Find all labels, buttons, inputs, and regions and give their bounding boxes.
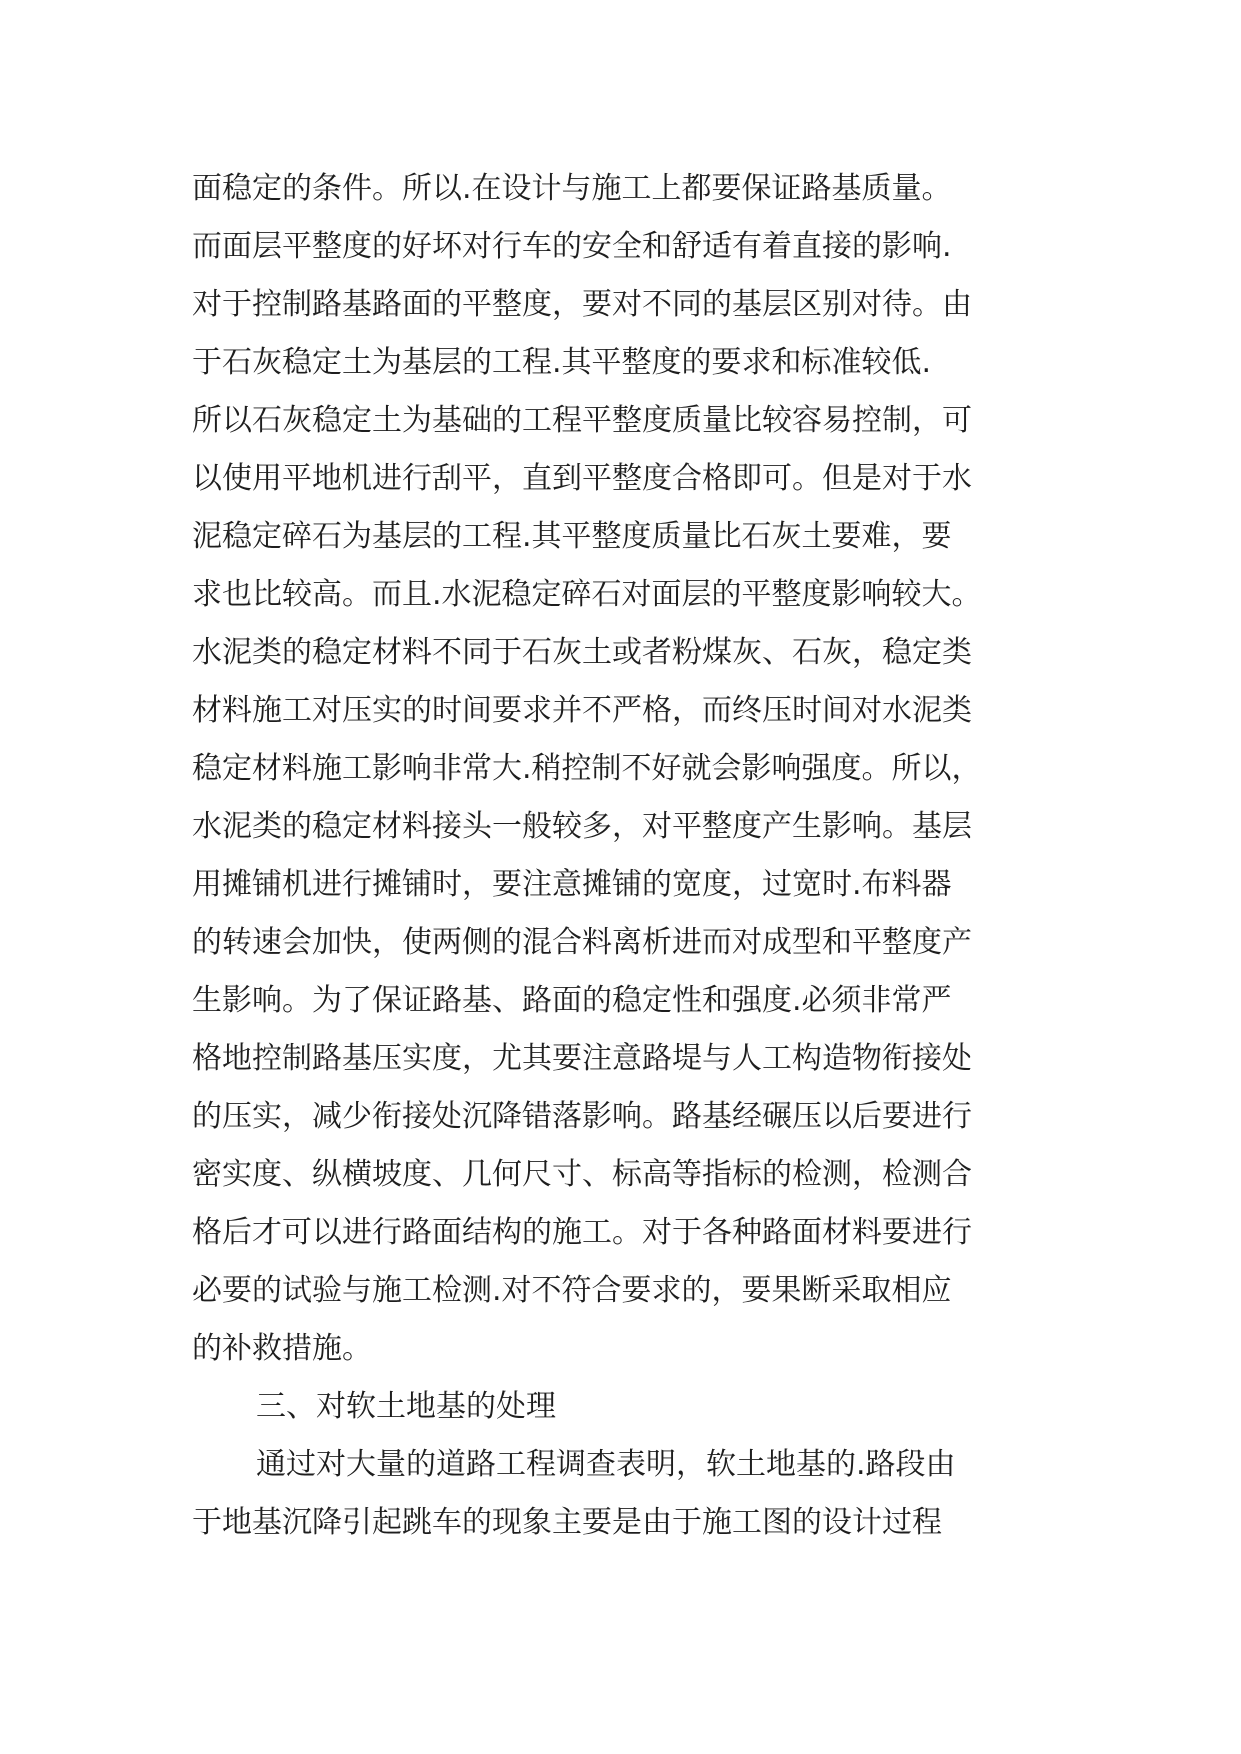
paragraph-line: 水泥类的稳定材料不同于石灰土或者粉煤灰、石灰，稳定类 — [192, 635, 972, 670]
paragraph-line: 于地基沉降引起跳车的现象主要是由于施工图的设计过程 — [192, 1505, 942, 1540]
paragraph-line: 格地控制路基压实度，尤其要注意路堤与人工构造物衔接处 — [192, 1041, 972, 1076]
paragraph-line: 对于控制路基路面的平整度，要对不同的基层区别对待。由 — [192, 287, 972, 322]
paragraph-line: 求也比较高。而且.水泥稳定碎石对面层的平整度影响较大。 — [192, 577, 982, 612]
paragraph-line: 材料施工对压实的时间要求并不严格，而终压时间对水泥类 — [192, 693, 972, 728]
paragraph-line: 生影响。为了保证路基、路面的稳定性和强度.必须非常严 — [192, 983, 952, 1018]
paragraph-line: 必要的试验与施工检测.对不符合要求的，要果断采取相应 — [192, 1273, 952, 1308]
paragraph-line: 而面层平整度的好坏对行车的安全和舒适有着直接的影响. — [192, 229, 952, 264]
paragraph-line: 密实度、纵横坡度、几何尺寸、标高等指标的检测，检测合 — [192, 1157, 972, 1192]
paragraph-line: 的补救措施。 — [192, 1331, 372, 1366]
body-text — [192, 160, 1072, 1552]
paragraph-line: 以使用平地机进行刮平，直到平整度合格即可。但是对于水 — [192, 461, 972, 496]
paragraph-line-indented: 三、对软土地基的处理 — [256, 1389, 556, 1424]
paragraph-line: 所以石灰稳定土为基础的工程平整度质量比较容易控制，可 — [192, 403, 972, 438]
paragraph-line: 水泥类的稳定材料接头一般较多，对平整度产生影响。基层 — [192, 809, 972, 844]
paragraph-line: 泥稳定碎石为基层的工程.其平整度质量比石灰土要难，要 — [192, 519, 952, 554]
paragraph-line: 格后才可以进行路面结构的施工。对于各种路面材料要进行 — [192, 1215, 972, 1250]
paragraph-line-indented: 通过对大量的道路工程调查表明，软土地基的.路段由 — [256, 1447, 956, 1482]
paragraph-line: 的压实，减少衔接处沉降错落影响。路基经碾压以后要进行 — [192, 1099, 972, 1134]
paragraph-line: 稳定材料施工影响非常大.稍控制不好就会影响强度。所以， — [192, 751, 982, 786]
paragraph-line: 于石灰稳定土为基层的工程.其平整度的要求和标准较低. — [192, 345, 932, 380]
paragraph-line: 用摊铺机进行摊铺时，要注意摊铺的宽度，过宽时.布料器 — [192, 867, 952, 902]
paragraph-line: 面稳定的条件。所以.在设计与施工上都要保证路基质量。 — [192, 171, 952, 206]
paragraph-line: 的转速会加快，使两侧的混合料离析进而对成型和平整度产 — [192, 925, 972, 960]
